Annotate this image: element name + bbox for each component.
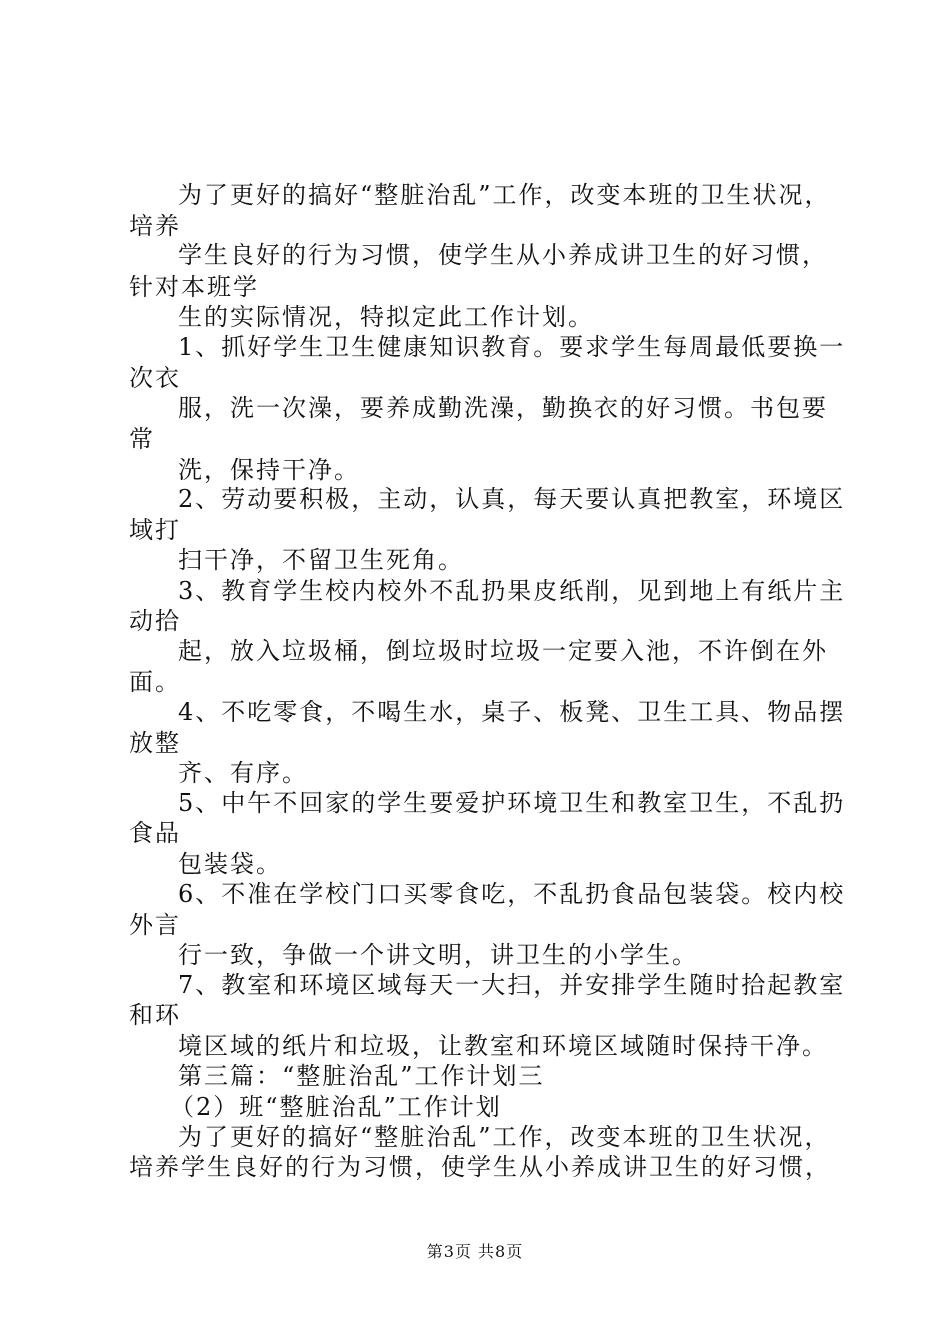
text-line: 食品 [129,819,181,847]
text-line: 6、不准在学校门口买零食吃，不乱扔食品包装袋。校内校 [178,880,846,908]
text-line: 外言 [129,911,181,939]
text-line: 服，洗一次澡，要养成勤洗澡，勤换衣的好习惯。书包要 [178,394,828,422]
text-line: 境区域的纸片和垃圾，让教室和环境区域随时保持干净。 [178,1032,828,1060]
section-subheading: （2）班“整脏治乱”工作计划 [170,1093,502,1121]
text-line: 5、中午不回家的学生要爱护环境卫生和教室卫生，不乱扔 [178,789,846,817]
text-line: 次衣 [129,364,181,392]
text-line: 学生良好的行为习惯，使学生从小养成讲卫生的好习惯， [178,241,828,269]
text-line: 动拾 [129,607,181,635]
text-line: 为了更好的搞好“整脏治乱”工作，改变本班的卫生状况， [178,1123,831,1151]
text-line: 行一致，争做一个讲文明，讲卫生的小学生。 [178,941,698,969]
text-line: 7、教室和环境区域每天一大扫，并安排学生随时拾起教室 [178,971,846,999]
text-line: 1、抓好学生卫生健康知识教育。要求学生每周最低要换一 [178,333,846,361]
page-footer: 第3页 共8页 [426,1242,524,1261]
text-line: 常 [129,425,155,453]
text-line: 4、不吃零食，不喝生水，桌子、板凳、卫生工具、物品摆 [178,698,846,726]
text-line: 面。 [129,668,181,696]
text-line: 齐、有序。 [178,759,308,787]
text-line: 域打 [129,516,181,544]
text-line: 起，放入垃圾桶，倒垃圾时垃圾一定要入池，不许倒在外 [178,637,828,665]
text-line: 培养 [129,212,181,240]
text-line: 和环 [129,1001,181,1029]
text-line: 2、劳动要积极，主动，认真，每天要认真把教室，环境区 [178,485,846,513]
section-heading: 第三篇：“整脏治乱”工作计划三 [178,1062,545,1090]
text-line: 包装袋。 [178,850,282,878]
text-line: 扫干净，不留卫生死角。 [178,546,464,574]
text-line: 生的实际情况，特拟定此工作计划。 [178,303,594,331]
text-line: 3、教育学生校内校外不乱扔果皮纸削，见到地上有纸片主 [178,577,846,605]
text-line: 洗，保持干净。 [178,456,360,484]
text-line: 放整 [129,729,181,757]
text-line: 为了更好的搞好“整脏治乱”工作，改变本班的卫生状况， [178,181,831,209]
text-line: 针对本班学 [129,273,259,301]
text-line: 培养学生良好的行为习惯，使学生从小养成讲卫生的好习惯， [129,1153,831,1181]
